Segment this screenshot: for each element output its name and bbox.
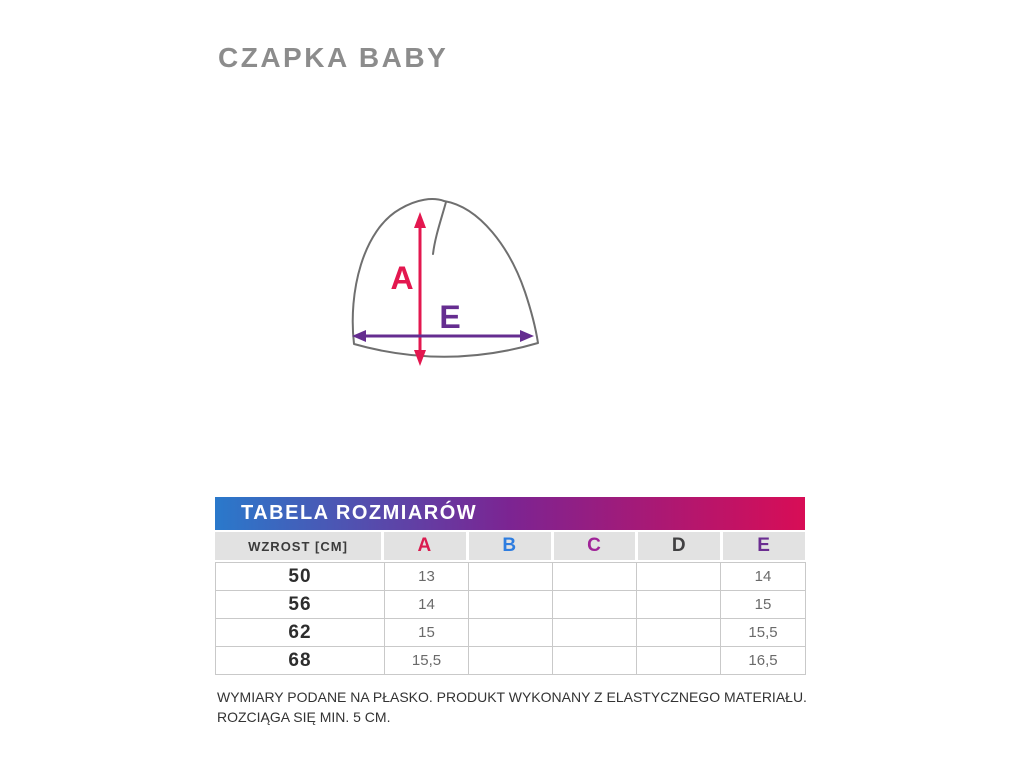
row-label: 68	[216, 647, 385, 675]
table-cell: 15	[385, 619, 469, 647]
table-row	[216, 563, 806, 591]
page-title: CZAPKA BABY	[218, 42, 449, 73]
hat-diagram	[345, 192, 550, 387]
header-cell-b: B	[469, 532, 551, 560]
row-label: 50	[216, 563, 385, 591]
table-cell: 15,5	[721, 619, 806, 647]
table-cell	[553, 563, 637, 591]
table-cell: 15,5	[385, 647, 469, 675]
table-cell: 16,5	[721, 647, 806, 675]
table-cell	[637, 563, 721, 591]
table-cell	[553, 647, 637, 675]
header-cell-a: A	[384, 532, 466, 560]
table-cell	[553, 591, 637, 619]
table-cell: 15	[721, 591, 806, 619]
dimension-a-label: A	[390, 260, 414, 296]
table-cell	[469, 563, 553, 591]
table-cell: 13	[385, 563, 469, 591]
footer-note	[217, 687, 807, 727]
table-row	[216, 647, 806, 675]
table-cell	[637, 647, 721, 675]
header-cell-wzrost: WZROST [CM]	[215, 532, 381, 560]
row-label: 62	[216, 619, 385, 647]
table-cell	[469, 591, 553, 619]
header-cell-e: E	[723, 532, 805, 560]
table-cell: 14	[721, 563, 806, 591]
table-cell	[553, 619, 637, 647]
size-table-header-row	[215, 532, 805, 560]
table-cell	[637, 591, 721, 619]
dimension-e-label: E	[439, 299, 461, 335]
header-cell-d: D	[638, 532, 720, 560]
table-cell: 14	[385, 591, 469, 619]
table-row	[216, 619, 806, 647]
row-label: 56	[216, 591, 385, 619]
size-table	[215, 497, 805, 675]
footer-line-1: WYMIARY PODANE NA PŁASKO. PRODUKT WYKONANY Z ELASTYCZNEGO MATERIAŁU.	[217, 689, 807, 705]
size-table-title: TABELA ROZMIARÓW	[215, 497, 805, 530]
footer-line-2: ROZCIĄGA SIĘ MIN. 5 CM.	[217, 709, 391, 725]
header-cell-c: C	[554, 532, 636, 560]
size-table-body	[215, 562, 806, 675]
table-row	[216, 591, 806, 619]
table-cell	[637, 619, 721, 647]
table-cell	[469, 647, 553, 675]
table-cell	[469, 619, 553, 647]
